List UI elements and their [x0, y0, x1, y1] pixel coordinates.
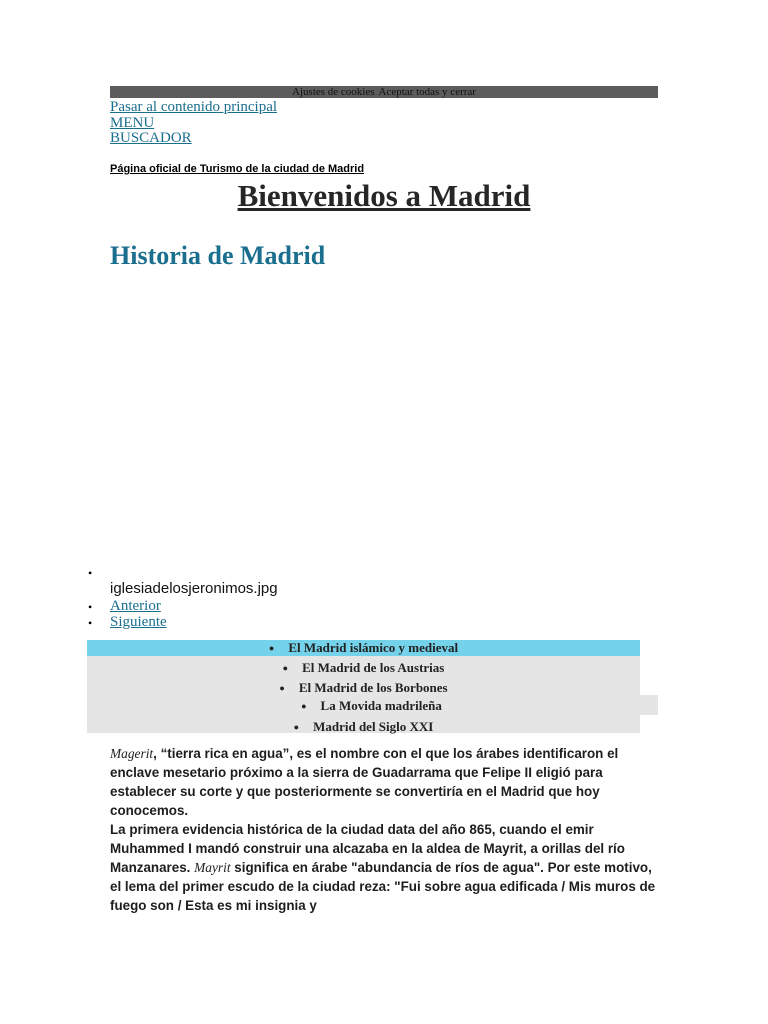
list-bullet: •	[88, 566, 93, 580]
period-label: Madrid del Siglo XXI	[313, 719, 434, 734]
article-body	[110, 744, 665, 915]
article-term: Magerit	[110, 746, 154, 761]
site-title-text[interactable]: Bienvenidos a Madrid	[237, 178, 531, 213]
period-tab-borbones[interactable]	[87, 678, 640, 697]
official-tourism-link[interactable]: Página oficial de Turismo de la ciudad de Madrid	[110, 163, 365, 175]
article-text: La primera evidencia histórica de la ciudad data del año 865, cuando el emir Muhammed I mandó construir una alcazaba en la aldea de Mayrit, a orillas del río Manzanares.	[110, 822, 625, 875]
period-bullet: ●	[301, 701, 307, 711]
period-tab-movida[interactable]	[87, 696, 640, 715]
history-periods-nav	[87, 640, 640, 733]
gallery-image-filename: iglesiadelosjeronimos.jpg	[110, 580, 278, 597]
cookie-accept-button[interactable]: Aceptar todas y cerrar	[378, 86, 476, 98]
article-paragraph	[110, 744, 665, 820]
article-term: Mayrit	[194, 860, 231, 875]
site-title[interactable]	[110, 176, 658, 216]
article-text: significa en árabe "abundancia de ríos de agua". Por este motivo, el lema del primer escudo de la ciudad reza: "Fui sobre agua edificada / Mis muros de fuego son / Esta es mi insignia y	[110, 860, 656, 913]
article-paragraph	[110, 820, 665, 915]
skip-to-content-link[interactable]: Pasar al contenido principal	[110, 99, 278, 115]
page-title: Historia de Madrid	[110, 241, 326, 270]
period-label: El Madrid de los Austrias	[302, 660, 445, 675]
menu-link[interactable]: MENU	[110, 115, 155, 131]
cookie-bar	[110, 86, 658, 98]
period-bullet: ●	[293, 722, 300, 732]
search-link[interactable]: BUSCADOR	[110, 130, 192, 146]
cookie-settings-button[interactable]: Ajustes de cookies	[292, 86, 375, 98]
period-tab-austrias[interactable]	[87, 658, 640, 677]
article-text: , “tierra rica en agua”, es el nombre con el que los árabes identificaron el enclave mesetario próximo a la sierra de Guadarrama que Felipe II eligió para establecer su corte y que posteriormente se convertiría en el Madrid que hoy conocemos.	[110, 746, 619, 818]
gallery-next-link[interactable]: Siguiente	[110, 614, 167, 630]
gallery-prev-link[interactable]: Anterior	[110, 598, 161, 614]
period-label: La Movida madrileña	[320, 698, 442, 713]
period-tab-islamic-medieval[interactable]	[87, 640, 640, 656]
list-bullet: •	[88, 616, 93, 630]
period-tab-siglo-xxi[interactable]	[87, 717, 640, 736]
list-bullet: •	[88, 600, 93, 614]
period-nav-extension	[640, 695, 658, 715]
period-label: El Madrid islámico y medieval	[288, 640, 459, 655]
period-bullet: ●	[279, 683, 285, 693]
period-bullet: ●	[282, 663, 289, 673]
period-bullet: ●	[268, 643, 275, 653]
period-label: El Madrid de los Borbones	[298, 680, 448, 695]
